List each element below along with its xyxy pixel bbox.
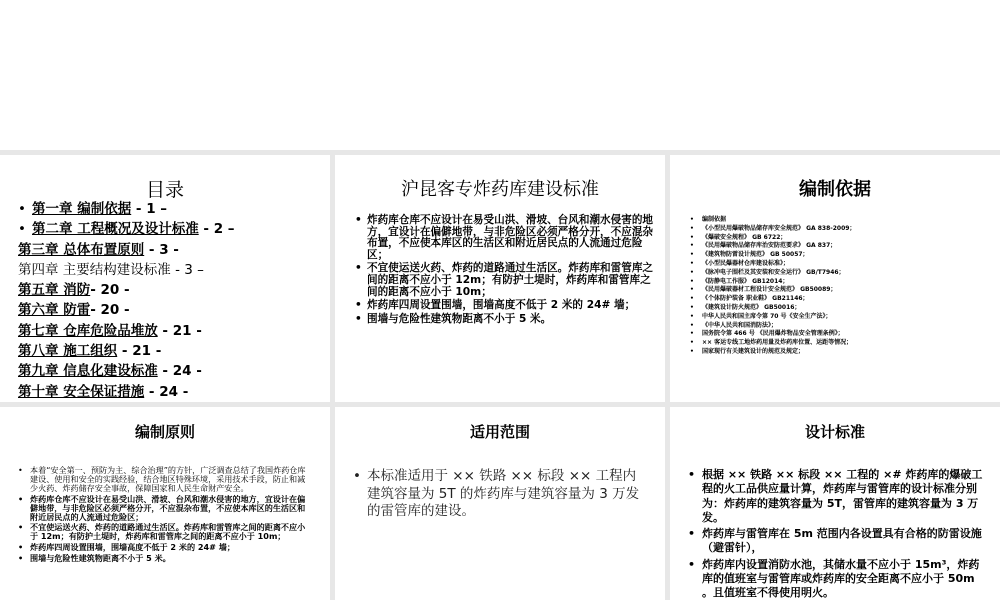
toc-page: - 20 - <box>90 282 130 299</box>
bullet-item: • 炸药库四周设置围墙，围墙高度不低于 2 米的 24# 墙； <box>355 300 655 312</box>
slide-title: 目录 <box>145 179 184 201</box>
toc-item <box>18 280 323 300</box>
bullet-item: • 国家现行有关建筑设计的规范及规定； <box>690 348 990 357</box>
slide-toc[interactable] <box>0 155 330 402</box>
slide-title: 编制原则 <box>134 423 195 441</box>
bullet-item: • 《建筑物防雷设计规范》 GB 50057； <box>690 251 990 260</box>
slide-title: 适用范围 <box>469 423 530 441</box>
slide-title: 设计标准 <box>804 423 865 441</box>
bullet-item: • 《小型民用爆破物品储存库安全规范》 GA 838-2009； <box>690 225 990 234</box>
slide-title: 编制依据 <box>799 179 871 200</box>
toc-item <box>18 260 323 280</box>
bullet-item: • 围墙与危险性建筑物距离不小于 5 米。 <box>18 554 312 563</box>
bullet-item: • 编制依据 <box>690 216 990 225</box>
bullet-item: • 《小型民爆器材仓库建设标准》； <box>690 260 990 269</box>
bullet-list <box>355 215 655 327</box>
bullet-item: • ×× 客运专线工地炸药用量及炸药库位置、运距等情况； <box>690 339 990 348</box>
bullet-item: • 本标准适用于 ×× 铁路 ×× 标段 ×× 工程内建筑容量为 5T 的炸药库与建筑容量为 3 万发的雷管库的建设。 <box>353 468 649 521</box>
toc-page: - 2 – <box>198 221 235 238</box>
bullet-item: • 《爆破安全规程》 GB 6722； <box>690 234 990 243</box>
toc-item <box>18 321 323 341</box>
toc-page: - 21 - <box>117 343 162 360</box>
bullet-item: • 炸药库仓库不应设计在易受山洪、滑坡、台风和潮水侵害的地方，宜设计在偏僻地带，与非危险区必须严格分开，不应混杂布置，不应使本库区的生活区和附近居民点的人流通过危险区； <box>18 495 312 522</box>
toc-item <box>18 341 323 361</box>
toc-item <box>18 240 323 260</box>
bullet-item: • 《中华人民共和国消防法》； <box>690 322 990 331</box>
bullet-list <box>688 468 988 600</box>
bullet-item: • 炸药库四周设置围墙，围墙高度不低于 2 米的 24# 墙； <box>18 543 312 552</box>
bullet-item: • 《建筑设计防火规范》 GB50016； <box>690 304 990 313</box>
bullet-list <box>690 216 990 357</box>
toc-page: - 3 – <box>170 261 204 278</box>
bullet-item: • 根据 ×× 铁路 ×× 标段 ×× 工程的 ×# 炸药库的爆破工程的火工品供应量计算，炸药库与雷管库的设计标准分别为：炸药库的建筑容量为 5T，雷管库的建筑容量为 3 万发。 <box>688 468 988 525</box>
bullet-item: • 本着“安全第一、预防为主、综合治理”的方针，广泛调查总结了我国炸药仓库建设、使用和安全的实践经验，结合地区特殊环境，采用技术手段，防止和减少火药、炸药储存安全事故，保障国家和人民生命财产安全。 <box>18 466 312 493</box>
toc-page: - 24 - <box>144 383 189 400</box>
toc-chapter: 第四章 主要结构建设标准 <box>18 261 171 278</box>
bullet-item: • 《防静电工作服》 GB12014； <box>690 278 990 287</box>
bullet-item: • 不宜使运送火药、炸药的道路通过生活区。炸药库和雷管库之间的距离不应小于 12m；有防护土堤时，炸药库和雷管库之间的距离不应小于 10m； <box>18 523 312 541</box>
slide-title: 沪昆客专炸药库建设标准 <box>401 179 599 200</box>
toc-item <box>18 300 323 320</box>
toc-page: - 20 - <box>90 302 130 319</box>
bullet-item: • 《个体防护装备 职业鞋》 GB21146； <box>690 295 990 304</box>
toc-page: - 1 – <box>131 201 168 217</box>
bullet-list <box>353 468 649 521</box>
slide-principles[interactable] <box>0 407 330 600</box>
toc-page: - 21 - <box>157 322 202 339</box>
toc-item <box>18 361 323 381</box>
toc-list <box>18 199 323 402</box>
toc-item: • 第一章 编制依据 - 1 – <box>18 201 168 217</box>
toc-chapter: 第三章 总体布置原则 <box>18 241 145 258</box>
bullet-item: • 不宜使运送火药、炸药的道路通过生活区。炸药库和雷管库之间的距离不应小于 12m；有防护土堤时，炸药库和雷管库之间的距离不应小于 10m； <box>355 263 655 298</box>
bullet-item: • 国务院令第 466 号 《民用爆炸物品安全管理条例》； <box>690 330 990 339</box>
slide-scope[interactable] <box>335 407 665 600</box>
bullet-item: • 围墙与危险性建筑物距离不小于 5 米。 <box>355 314 655 326</box>
bullet-item: • 炸药库内设置消防水池，其储水量不应小于 15m³，炸药库的值班室与雷管库或炸药库的安全距离不应小于 50m 。且值班室不得使用明火。 <box>688 558 988 600</box>
toc-chapter: 第十章 安全保证措施 <box>18 383 145 400</box>
toc-chapter: 第六章 防雷 <box>18 302 91 319</box>
toc-chapter: 第八章 施工组织 <box>18 343 118 360</box>
bullet-item: • 《脉冲电子围栏及其安装和安全运行》 GB/T7946； <box>690 269 990 278</box>
slide-basis[interactable] <box>670 155 1000 402</box>
toc-chapter: 第五章 消防 <box>18 282 91 299</box>
toc-chapter: 第二章 工程概况及设计标准 <box>32 221 199 238</box>
bullet-item: • 《民用爆破器材工程设计安全规范》 GB50089； <box>690 286 990 295</box>
toc-item: • 第二章 工程概况及设计标准 - 2 – <box>18 221 235 238</box>
slide-design-standard[interactable] <box>670 407 1000 600</box>
slide-standard-overview[interactable] <box>335 155 665 402</box>
toc-chapter: 第九章 信息化建设标准 <box>18 363 158 380</box>
toc-chapter: 第七章 仓库危险品堆放 <box>18 322 158 339</box>
top-blank-area <box>0 0 1000 150</box>
bullet-item: • 炸药库与雷管库在 5m 范围内各设置具有合格的防雷设施（避雷针）， <box>688 527 988 556</box>
bullet-item: • 中华人民共和国主席令第 70 号《安全生产法》； <box>690 313 990 322</box>
bullet-item: • 炸药库仓库不应设计在易受山洪、滑坡、台风和潮水侵害的地方，宜设计在偏僻地带，与非危险区必须严格分开，不应混杂布置，不应使本库区的生活区和附近居民点的人流通过危险区； <box>355 215 655 261</box>
toc-item <box>18 382 323 402</box>
bullet-item: • 《民用爆破物品储存库治安防范要求》 GA 837； <box>690 242 990 251</box>
toc-page: - 3 - <box>144 241 179 258</box>
toc-chapter: 第一章 编制依据 <box>32 201 132 217</box>
toc-page: - 24 - <box>157 363 202 380</box>
bullet-list <box>18 466 312 565</box>
